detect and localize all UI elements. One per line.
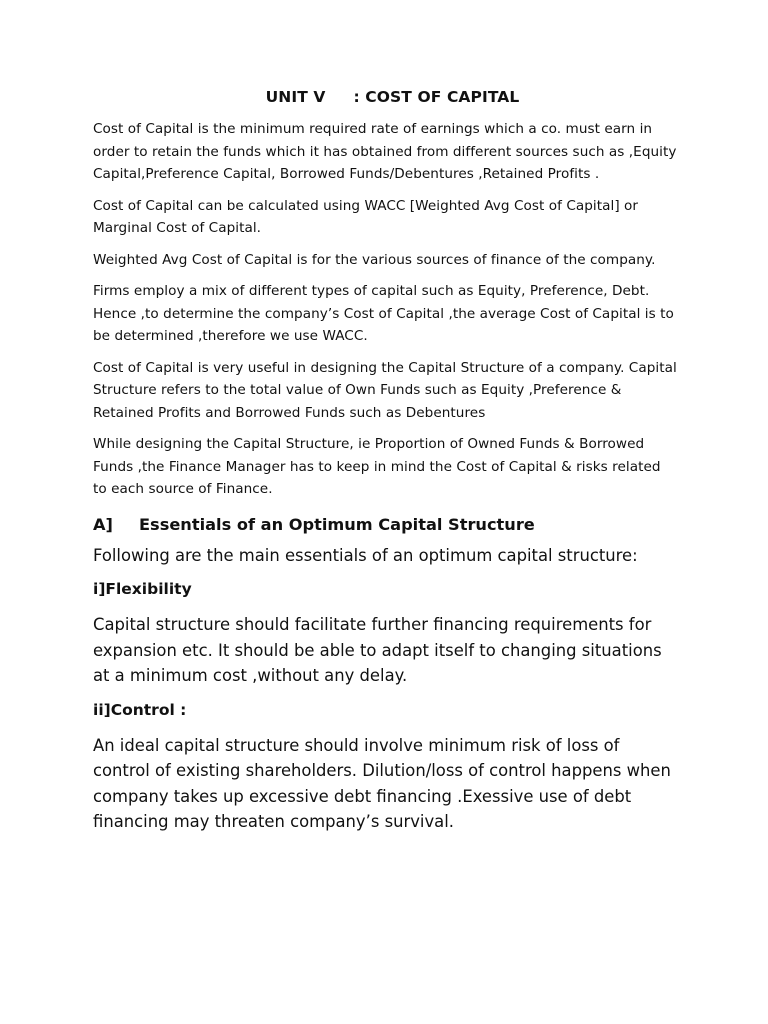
intro-paragraph: Cost of Capital is very useful in designing the Capital Structure of a company. Capital Structure refers to the total value of Own Funds such as Equity ,Preference & Retained Profits and Borrowed Funds such as Debentures [93,359,677,421]
intro-paragraph: Cost of Capital can be calculated using WACC [Weighted Avg Cost of Capital] or Marginal Cost of Capital. [93,197,639,236]
intro-paragraph: Weighted Avg Cost of Capital is for the various sources of finance of the company. [93,251,656,268]
unit-topic: : COST OF CAPITAL [353,88,520,106]
intro-paragraph: Firms employ a mix of different types of capital such as Equity, Preference, Debt. Hence ,to determine the company’s Cost of Capital ,the average Cost of Capital is to be determined ,therefore we use WACC. [93,283,674,344]
page-title [93,88,678,106]
item-heading-control: ii]Control : [93,700,187,719]
document-page [93,88,678,845]
section-heading [93,513,678,537]
item-heading-flexibility: i]Flexibility [93,580,192,598]
section-lead: Following are the main essentials of an optimum capital structure: [93,545,638,565]
intro-paragraph: While designing the Capital Structure, ie Proportion of Owned Funds & Borrowed Funds ,the Finance Manager has to keep in mind the Cost of Capital & risks related to each source of Finance. [93,436,661,497]
unit-label: UNIT V [265,88,326,106]
section-heading-text: Essentials of an Optimum Capital Structure [139,514,535,534]
item-body-flexibility: Capital structure should facilitate further financing requirements for expansion etc. It should be able to adapt itself to changing situations at a minimum cost ,without any delay. [93,615,662,685]
intro-paragraph: Cost of Capital is the minimum required rate of earnings which a co. must earn in order to retain the funds which it has obtained from different sources such as ,Equity Capital,Preference Capital, Borrowed Funds/Debentures ,Retained Profits . [93,121,677,182]
item-body-control: An ideal capital structure should involve minimum risk of loss of control of existing shareholders. Dilution/loss of control happens when company takes up excessive debt financing .Exessive use of debt financing may threaten company’s survival. [93,735,671,831]
section-marker: A] [93,514,113,534]
